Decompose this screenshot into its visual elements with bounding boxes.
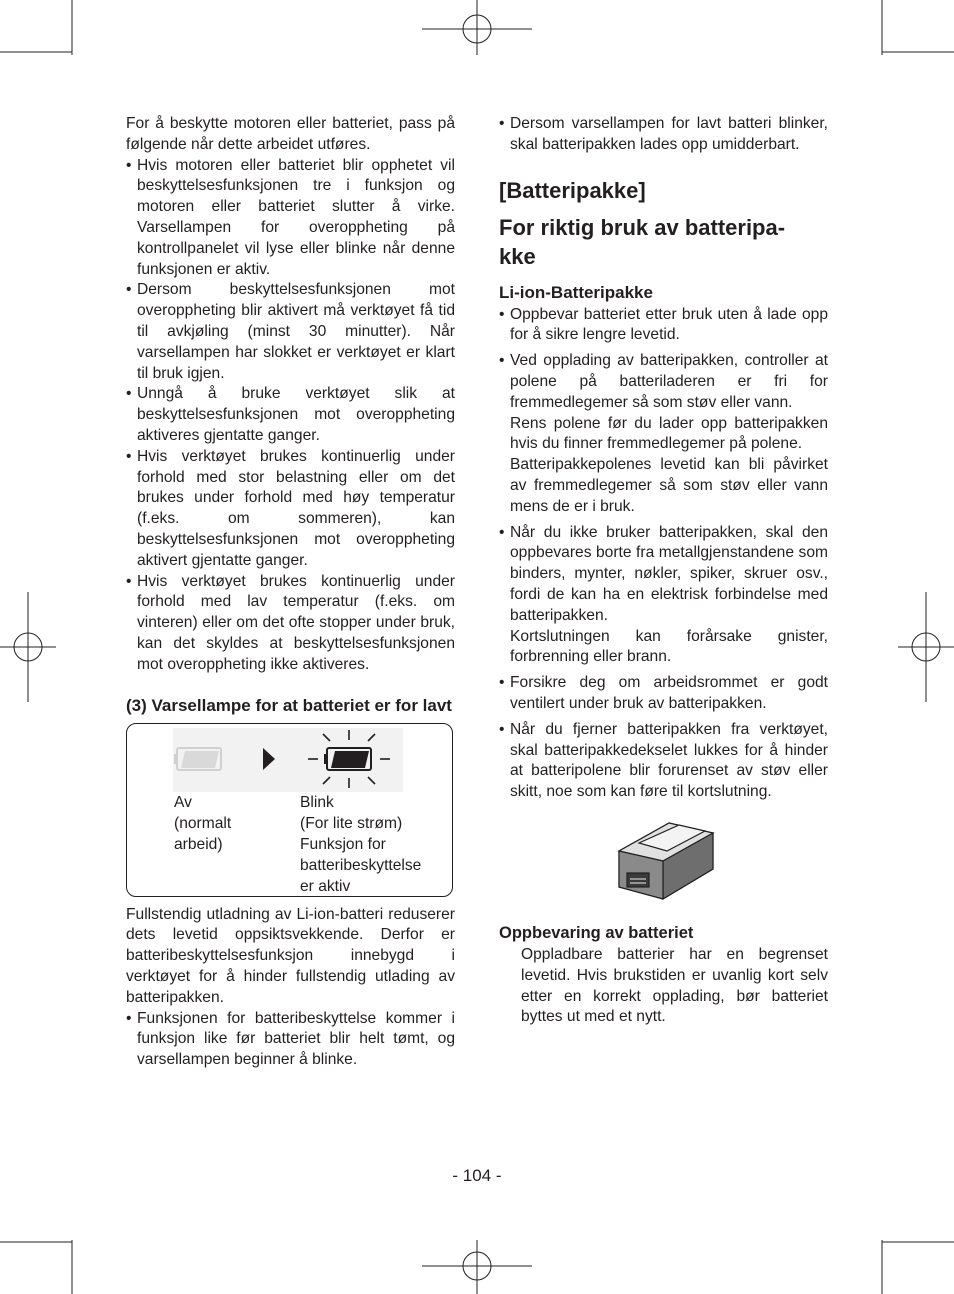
blink-label: Blink (For lite strøm) Funksjon for batteribeskyttelse er aktiv — [300, 793, 422, 895]
battery-pack-image — [499, 809, 828, 909]
warning-lamp-panel — [126, 723, 453, 897]
list-item: • Forsikre deg om arbeidsrommet er godt ventilert under bruk av batteripakken. — [499, 673, 828, 715]
left-column — [126, 114, 455, 1071]
list-item: • Funksjonen for batteribeskyttelse kommer i funksjon like før batteriet blir helt tømt, og varsellampen beginner å blinke. — [126, 1009, 455, 1071]
off-label: Av (normalt arbeid) — [174, 793, 232, 853]
list-item: • Når du fjerner batteripakken fra verktøyet, skal batteripakkedekselet lukkes for å hinder at batteripolene blir forurenset av støv eller skitt, noe som kan føre til kortslutning. — [499, 720, 828, 803]
li-ion-heading: Li-ion-Batteripakke — [499, 282, 653, 302]
list-item: • Ved opplading av batteripakken, controller at polene på batteriladeren er fri for fremmedlegemer så som støv eller vann. Rens polene før du lader opp batteripakken hvis du finner fremmedlegemer på polene. Batteripakkepolenes levetid kan bli påvirket av fremmedlegemer så som støv eller vann mens de er i bruk. — [499, 351, 828, 517]
list-item: • Hvis verktøyet brukes kontinuerlig under forhold med stor belastning eller om det brukes under forhold med høy temperatur (f.eks. om sommeren), kan beskyttelsesfunksjonen mot overoppheting aktivert gjentatte ganger. — [126, 447, 455, 572]
main-heading: [Batteripakke] — [499, 177, 646, 203]
storage-heading: Oppbevaring av batteriet — [499, 923, 694, 942]
right-column — [499, 114, 828, 1028]
list-item: • Når du ikke bruker batteripakken, skal den oppbevares borte fra metallgjenstandene som binders, mynter, nøkler, spiker, skruer osv., fordi de kan ha en elektrisk forbindelse med batteripakken. Kortslutningen kan forårsake gnister, forbrenning eller brann. — [499, 523, 828, 669]
list-item: • Oppbevar batteriet etter bruk uten å lade opp for å sikre lengre levetid. — [499, 305, 828, 347]
section-heading: (3) Varsellampe for at batteriet er for lavt — [126, 695, 452, 715]
sub-heading: For riktig bruk av batteripa- kke — [499, 214, 786, 269]
page-number: - 104 - — [452, 1166, 502, 1185]
list-item: • Unngå å bruke verktøyet slik at beskyttelsesfunksjonen mot overoppheting aktiveres gjentatte ganger. — [126, 384, 455, 446]
storage-text: Oppladbare batterier har en begrenset levetid. Hvis brukstiden er uvanlig kort selv etter en korrekt opplading, bør batteriet byttes ut med et nytt. — [521, 945, 828, 1026]
list-item: • Dersom beskyttelsesfunksjonen mot overoppheting blir aktivert må verktøyet få tid til avkjøling (minst 30 minutter). Når varsellampen har slokket er verktøyet er klart til bruk igjen. — [126, 280, 455, 384]
list-item: • Hvis motoren eller batteriet blir opphetet vil beskyttelsesfunksjonen tre i funksjon og motoren eller batteriet slutter å virke. Varsellampen for overoppheting på kontrollpanelet vil lyse eller blinke når denne funksjonen er aktiv. — [126, 156, 455, 281]
list-item: • Dersom varsellampen for lavt batteri blinker, skal batteripakken lades opp umidderbart. — [499, 114, 828, 156]
body-text: Fullstendig utladning av Li-ion-batteri reduserer dets levetid oppsiktsvekkende. Derfor er batteribeskyttelsesfunksjon innebygd i verktøyet for å hinder fullstendig utlading av batteripakken. — [126, 905, 455, 1006]
list-item: • Hvis verktøyet brukes kontinuerlig under forhold med lav temperatur (f.eks. om vinteren) eller om det ofte stopper under bruk, kan det skyldes at beskyttelsesfunksjonen mot overoppheting ikke aktiveres. — [126, 572, 455, 676]
intro-text: For å beskytte motoren eller batteriet, pass på følgende når dette arbeidet utføres. — [126, 115, 455, 153]
